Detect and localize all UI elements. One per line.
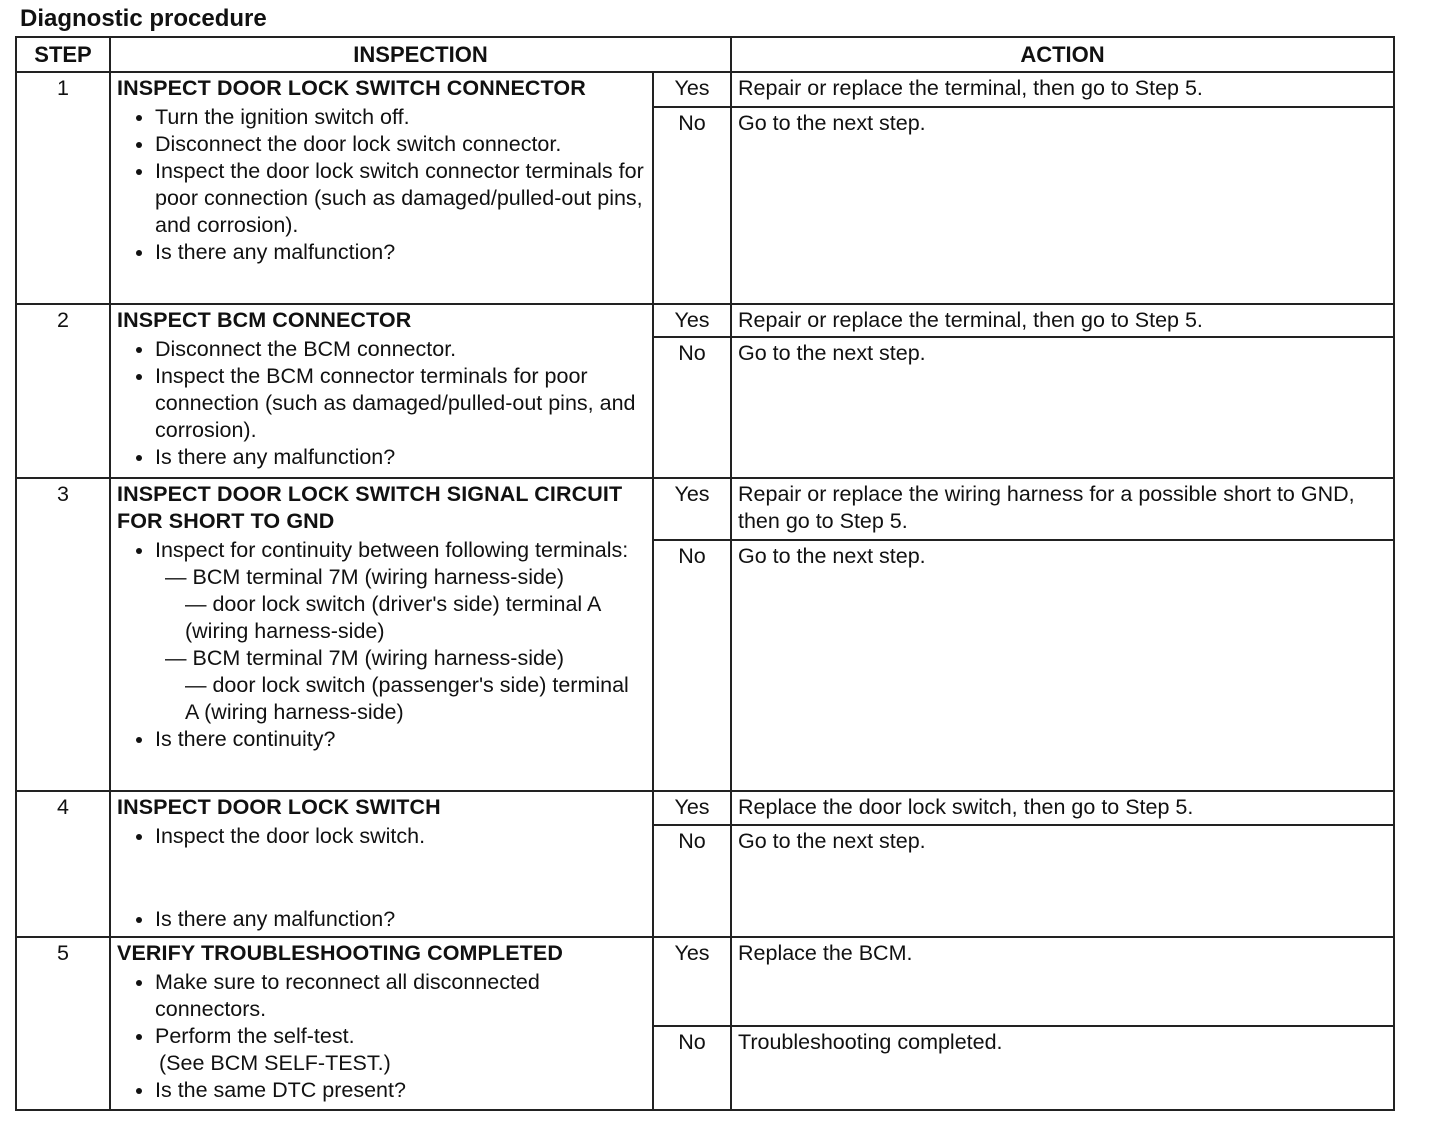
diagnostic-table bbox=[15, 36, 1395, 1111]
yes-action: Repair or replace the wiring harness for a possible short to GND, then go to Step 5. bbox=[731, 478, 1394, 540]
terminal-pair bbox=[155, 564, 646, 645]
step-number: 1 bbox=[16, 72, 110, 304]
table-row bbox=[16, 478, 1394, 540]
bullet-item bbox=[155, 1023, 646, 1077]
step-number: 2 bbox=[16, 304, 110, 478]
header-action: ACTION bbox=[731, 37, 1394, 72]
yes-action: Replace the door lock switch, then go to Step 5. bbox=[731, 791, 1394, 825]
table-row bbox=[16, 791, 1394, 825]
page-title: Diagnostic procedure bbox=[20, 5, 267, 32]
inspection-cell bbox=[110, 937, 653, 1110]
bullet-note: (See BCM SELF-TEST.) bbox=[159, 1051, 391, 1075]
bullet-item: • Inspect the BCM connector terminals for poor connection (such as damaged/pulled-out pins, and corrosion). bbox=[155, 363, 646, 444]
inspection-heading: INSPECT BCM CONNECTOR bbox=[117, 308, 412, 332]
bullet-item: • Inspect the door lock switch connector terminals for poor connection (such as damaged/pulled-out pins, and corrosion). bbox=[155, 158, 646, 239]
bullet-item: • Is there any malfunction? bbox=[155, 444, 646, 471]
no-action: Go to the next step. bbox=[731, 107, 1394, 304]
terminal-line: — door lock switch (driver's side) terminal A (wiring harness-side) bbox=[185, 592, 601, 643]
table-row bbox=[16, 72, 1394, 107]
no-label: No bbox=[653, 540, 731, 791]
bullet-item: • Make sure to reconnect all disconnected connectors. bbox=[155, 969, 646, 1023]
inspection-cell bbox=[110, 72, 653, 304]
inspection-heading: INSPECT DOOR LOCK SWITCH bbox=[117, 795, 441, 819]
bullet-item bbox=[155, 537, 646, 726]
step-number: 5 bbox=[16, 937, 110, 1110]
no-label: No bbox=[653, 107, 731, 304]
terminal-pair bbox=[155, 645, 646, 726]
table-row bbox=[16, 937, 1394, 1026]
bullet-item: • Is there any malfunction? bbox=[155, 239, 646, 266]
inspection-cell bbox=[110, 791, 653, 937]
bullet-item: • Is there continuity? bbox=[155, 726, 646, 753]
yes-label: Yes bbox=[653, 937, 731, 1026]
inspection-cell bbox=[110, 304, 653, 478]
terminal-line: — BCM terminal 7M (wiring harness-side) bbox=[165, 565, 565, 589]
bullet-text: Inspect for continuity between following terminals: bbox=[155, 538, 629, 562]
inspection-heading: INSPECT DOOR LOCK SWITCH CONNECTOR bbox=[117, 76, 586, 100]
bullet-item: • Inspect the door lock switch. bbox=[155, 823, 646, 850]
yes-action: Repair or replace the terminal, then go to Step 5. bbox=[731, 304, 1394, 337]
no-action: Troubleshooting completed. bbox=[731, 1026, 1394, 1110]
table-row bbox=[16, 304, 1394, 337]
yes-action: Repair or replace the terminal, then go to Step 5. bbox=[731, 72, 1394, 107]
inspection-heading: VERIFY TROUBLESHOOTING COMPLETED bbox=[117, 941, 563, 965]
bullet-item: • Is there any malfunction? bbox=[155, 906, 646, 933]
no-label: No bbox=[653, 1026, 731, 1110]
no-action: Go to the next step. bbox=[731, 540, 1394, 791]
terminal-line: — BCM terminal 7M (wiring harness-side) bbox=[165, 646, 565, 670]
yes-label: Yes bbox=[653, 478, 731, 540]
header-row bbox=[16, 37, 1394, 72]
bullet-item: • Is the same DTC present? bbox=[155, 1077, 646, 1104]
header-step: STEP bbox=[16, 37, 110, 72]
bullet-item: • Turn the ignition switch off. bbox=[155, 104, 646, 131]
inspection-cell bbox=[110, 478, 653, 791]
yes-label: Yes bbox=[653, 72, 731, 107]
step-number: 3 bbox=[16, 478, 110, 791]
terminal-line: — door lock switch (passenger's side) terminal A (wiring harness-side) bbox=[185, 673, 629, 724]
yes-label: Yes bbox=[653, 791, 731, 825]
bullet-item: • Disconnect the BCM connector. bbox=[155, 336, 646, 363]
no-label: No bbox=[653, 825, 731, 937]
no-action: Go to the next step. bbox=[731, 825, 1394, 937]
bullet-text: Perform the self-test. bbox=[155, 1024, 355, 1048]
yes-label: Yes bbox=[653, 304, 731, 337]
yes-action: Replace the BCM. bbox=[731, 937, 1394, 1026]
bullet-item: • Disconnect the door lock switch connector. bbox=[155, 131, 646, 158]
no-label: No bbox=[653, 337, 731, 478]
step-number: 4 bbox=[16, 791, 110, 937]
header-inspection: INSPECTION bbox=[110, 37, 731, 72]
no-action: Go to the next step. bbox=[731, 337, 1394, 478]
inspection-heading: INSPECT DOOR LOCK SWITCH SIGNAL CIRCUIT FOR SHORT TO GND bbox=[117, 482, 623, 533]
